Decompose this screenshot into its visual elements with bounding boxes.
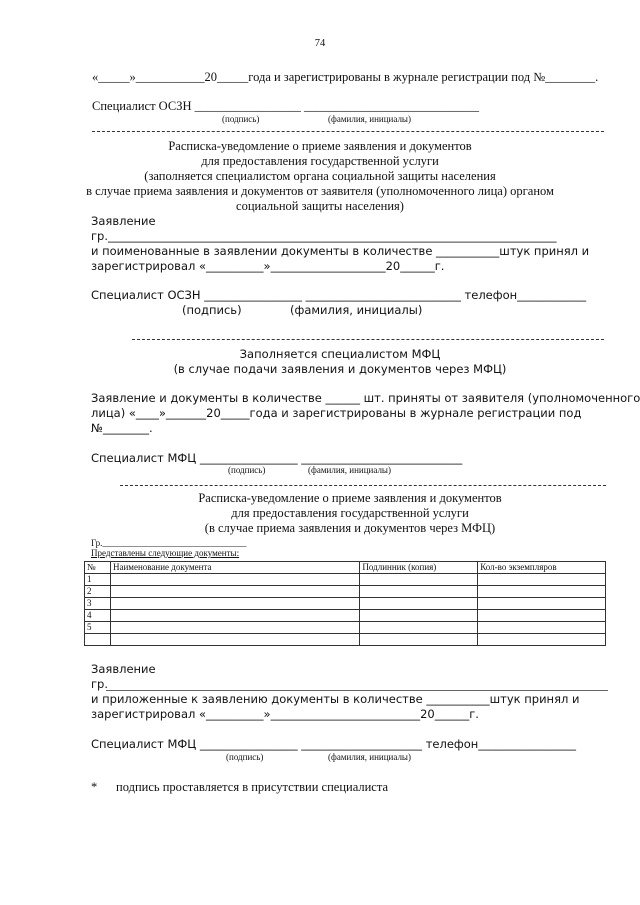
page-number: 74 xyxy=(314,38,326,49)
name-hint: (фамилия, инициалы) xyxy=(328,752,411,762)
cut-line xyxy=(92,131,604,132)
table-cell: 2 xyxy=(85,586,111,598)
specialist-mfc-line: Специалист МФЦ _________________ ____________________________ xyxy=(91,451,463,465)
table-row xyxy=(85,598,606,610)
table-header: № xyxy=(85,562,111,574)
table-cell: 5 xyxy=(85,622,111,634)
documents-count-line: и приложенные к заявлению документы в количестве ___________штук принял и xyxy=(91,692,580,706)
name-hint: (фамилия, инициалы) xyxy=(290,303,423,317)
table-cell: 4 xyxy=(85,610,111,622)
table-cell[interactable] xyxy=(478,634,606,646)
table-cell[interactable] xyxy=(110,586,359,598)
table-cell[interactable] xyxy=(478,598,606,610)
section3-title-1: Расписка-уведомление о приеме заявления и документов xyxy=(198,491,502,505)
section2-title-2: (в случае подачи заявления и документов через МФЦ) xyxy=(173,362,507,376)
signature-hint: (подпись) xyxy=(226,752,264,762)
table-cell[interactable] xyxy=(360,610,478,622)
signature-hint: (подпись) xyxy=(182,303,242,317)
citizen-underline xyxy=(106,690,608,691)
table-cell[interactable] xyxy=(478,610,606,622)
mfc-accept-line-2: лица) «____»_______20_____года и зарегистрированы в журнале регистрации под xyxy=(91,406,582,420)
statement-label: Заявление xyxy=(91,214,156,228)
table-row xyxy=(85,622,606,634)
section2-title-1: Заполняется специалистом МФЦ xyxy=(239,347,441,361)
table-row xyxy=(85,610,606,622)
table-header: Наименование документа xyxy=(110,562,359,574)
table-cell: 1 xyxy=(85,574,111,586)
table-cell: 3 xyxy=(85,598,111,610)
section1-title-3: (заполняется специалистом органа социальной защиты населения xyxy=(144,169,496,183)
section3-title-3: (в случае приема заявления и документов через МФЦ) xyxy=(204,521,496,535)
table-header-row xyxy=(85,562,606,574)
documents-count-line: и поименованные в заявлении документы в количестве ___________штук принял и xyxy=(91,244,590,258)
table-row xyxy=(85,586,606,598)
table-cell[interactable] xyxy=(360,634,478,646)
table-cell[interactable] xyxy=(478,574,606,586)
section3-title-2: для предоставления государственной услуги xyxy=(231,506,469,520)
specialist-oszn-line-2: Специалист ОСЗН _________________ ___________________________ телефон____________ xyxy=(91,288,587,302)
cut-line xyxy=(120,485,606,486)
citizen-line: гр. xyxy=(91,677,108,691)
table-cell[interactable] xyxy=(110,598,359,610)
table-cell[interactable] xyxy=(360,574,478,586)
section1-title-1: Расписка-уведомление о приеме заявления и документов xyxy=(168,139,472,153)
section1-title-2: для предоставления государственной услуги xyxy=(201,154,439,168)
footnote-mark: * xyxy=(91,780,98,794)
name-hint: (фамилия, инициалы) xyxy=(308,465,391,475)
table-cell[interactable] xyxy=(478,622,606,634)
documents-table xyxy=(84,561,606,646)
table-cell[interactable] xyxy=(110,634,359,646)
mfc-accept-line-1: Заявление и документы в количестве ______ шт. приняты от заявителя (уполномоченного xyxy=(91,391,640,405)
table-header: Кол-во экземпляров xyxy=(478,562,606,574)
section1-title-5: социальной защиты населения) xyxy=(236,199,404,213)
signature-hint: (подпись) xyxy=(222,114,260,124)
specialist-oszn-line: Специалист ОСЗН _________________ ____________________________ xyxy=(92,99,479,113)
table-header: Подлинник (копия) xyxy=(360,562,478,574)
table-cell[interactable] xyxy=(360,598,478,610)
citizen-line: гр.______________________________________________________________________________ xyxy=(91,229,557,243)
table-cell[interactable] xyxy=(110,574,359,586)
table-cell[interactable] xyxy=(360,622,478,634)
table-cell[interactable] xyxy=(110,610,359,622)
table-cell[interactable] xyxy=(360,586,478,598)
table-cell[interactable] xyxy=(110,622,359,634)
section1-title-4: в случае приема заявления и документов от заявителя (уполномоченного лица) органом xyxy=(86,184,554,198)
name-hint: (фамилия, инициалы) xyxy=(328,114,411,124)
table-cell[interactable] xyxy=(478,586,606,598)
table-row xyxy=(85,634,606,646)
cut-line xyxy=(132,339,604,340)
signature-hint: (подпись) xyxy=(228,465,266,475)
table-row xyxy=(85,574,606,586)
registered-line: зарегистрировал «__________»__________________________20______г. xyxy=(91,707,479,721)
citizen-short-line: Гр.________________________________ xyxy=(91,538,247,548)
mfc-accept-line-3: №________. xyxy=(91,421,153,435)
table-cell xyxy=(85,634,111,646)
presented-documents-label: Представлены следующие документы: xyxy=(91,548,240,558)
footnote-text: подпись проставляется в присутствии специалиста xyxy=(116,780,388,794)
statement-label: Заявление xyxy=(91,662,156,676)
registered-line: зарегистрировал «__________»____________________20______г. xyxy=(91,259,445,273)
registration-line: «_____»___________20_____года и зарегистрированы в журнале регистрации под №________. xyxy=(92,70,599,84)
specialist-mfc-line-2: Специалист МФЦ _________________ _____________________ телефон_________________ xyxy=(91,737,577,751)
